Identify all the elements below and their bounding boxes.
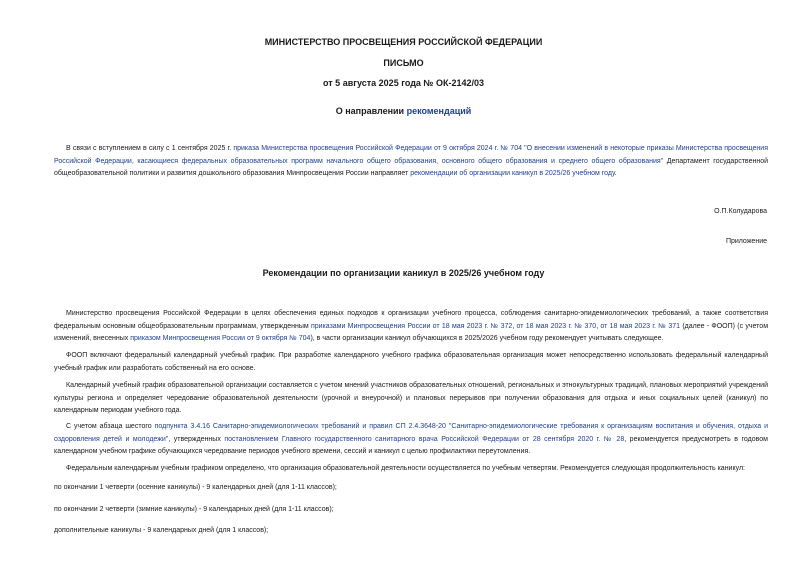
p1-text-1: Министерство просвещения Российской Федерации в целях обеспечения единых подходов к организации учебного процесса, соблюдения санитарно-эпидемиологических требований, а также соответствия федеральным основным общеобразовательным программам, утвержденным	[54, 310, 768, 330]
intro-text-1: В связи с вступлением в силу с 1 сентября 2025 г.	[66, 145, 234, 152]
subject-line	[0, 106, 807, 116]
paragraph-5: Федеральным календарным учебным графиком определено, что организация образовательной деятельности осуществляется по учебным четвертям. Рекомендуется следующая продолжительность каникул:	[66, 465, 745, 472]
p1-text-3: ,	[596, 322, 601, 330]
p1-text-4: (далее - ФООП) (с учетом изменений, внесенных	[54, 322, 769, 342]
intro-text-3: .	[614, 170, 617, 177]
signature: О.П.Колударова	[714, 208, 767, 215]
paragraph-4	[54, 421, 768, 459]
list-item: по окончании 1 четверти (осенние каникулы) - 9 календарных дней (для 1-11 классов);	[54, 484, 337, 491]
order-704-amend-link[interactable]: приказом Минпросвещения России от 9 октября № 704	[130, 335, 311, 342]
p4-text-1: С учетом абзаца шестого	[66, 423, 155, 430]
subject-link[interactable]: рекомендаций	[406, 106, 472, 116]
p1-text-2: ,	[512, 322, 517, 330]
ministry-title: МИНИСТЕРСТВО ПРОСВЕЩЕНИЯ РОССИЙСКОЙ ФЕДЕРАЦИИ	[264, 37, 543, 47]
subject-prefix: О направлении	[335, 106, 405, 116]
p4-text-2: , утвержденных	[168, 435, 225, 443]
appendix-label: Приложение	[725, 238, 767, 245]
order-371-link[interactable]: от 18 мая 2023 г. № 371	[600, 322, 681, 330]
p1-text-5: ), в части организации каникул обучающихся в 2025/2026 учебном году рекомендует учитывать следующее.	[310, 335, 664, 342]
intro-paragraph	[54, 143, 768, 181]
intro-text-2: Департамент государственной общеобразовательной политики и развития дошкольного образования Минпросвещения России направляет	[54, 157, 768, 177]
order-370-link[interactable]: от 18 мая 2023 г. № 370	[516, 322, 597, 330]
paragraph-1	[54, 308, 768, 346]
order-372-link[interactable]: приказами Минпросвещения России от 18 мая 2023 г. № 372	[310, 322, 513, 330]
order-704-link[interactable]: приказа Министерства просвещения Российской Федерации от 9 октября 2024 г. № 704 "О внесении изменений в некоторые приказы Министерства просвещения Российской Федерации, касающиеся федеральных образовательных программ начального общего образования, основного общего образования и среднего общего образования"	[54, 145, 768, 165]
resolution-28-link[interactable]: постановлением Главного государственного санитарного врача Российской Федерации от 28 сентября 2020 г. № 28	[224, 435, 625, 443]
p4-text-3: , рекомендуется предусмотреть в годовом календарном учебном графике обучающихся чередование периодов учебного времени, сессий и каникул с целью профилактики переутомления.	[54, 435, 768, 455]
paragraph-2: ФООП включают федеральный календарный учебный график. При разработке календарного учебного графика образовательная организация может непосредственно использовать федеральный календарный учебный график или разработать собственный на его основе.	[54, 352, 768, 372]
sanpin-link[interactable]: подпункта 3.4.16 Санитарно-эпидемиологических требований и правил СП 2.4.3648-20 "Санитарно-эпидемиологические требования к организациям воспитания и обучения, отдыха и оздоровления детей и молодежи"	[54, 423, 769, 443]
recommendations-link[interactable]: рекомендации об организации каникул в 2025/26 учебном году	[410, 170, 615, 177]
list-item: дополнительные каникулы - 9 календарных дней (для 1 классов);	[54, 527, 269, 534]
doc-type: ПИСЬМО	[383, 58, 424, 68]
paragraph-3: Календарный учебный график образовательной организации составляется с учетом мнений участников образовательных отношений, региональных и этнокультурных традиций, плановых мероприятий учреждений культуры региона и определяет чередование образовательной деятельности (урочной и внеурочной) и плановых перерывов при получении образования для отдыха и иных социальных целей (каникул) по календарным периодам учебного года.	[54, 382, 768, 414]
doc-date-number: от 5 августа 2025 года № ОК-2142/03	[323, 78, 484, 88]
appendix-title: Рекомендации по организации каникул в 2025/26 учебном году	[262, 268, 545, 278]
list-item: по окончании 2 четверти (зимние каникулы) - 9 календарных дней (для 1-11 классов);	[54, 506, 334, 513]
